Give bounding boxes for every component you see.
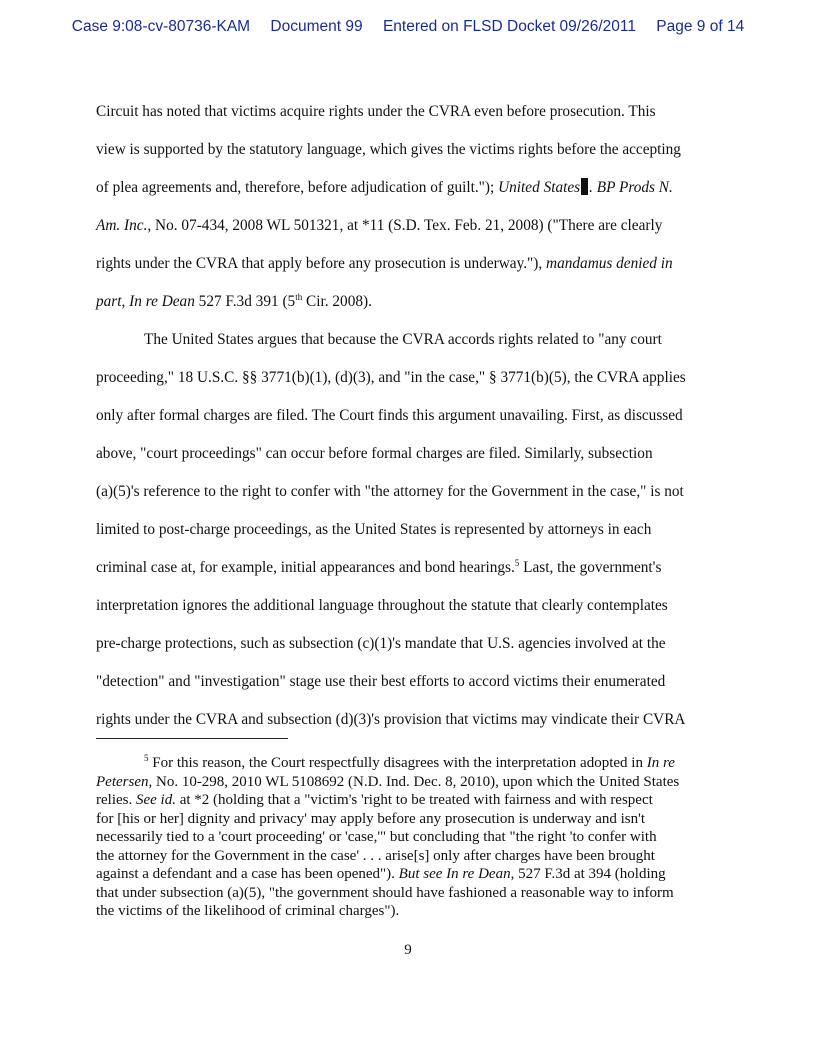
- text-line: above, "court proceedings" can occur before formal charges are filed. Similarly, subsection: [96, 445, 653, 462]
- footnote-line: the victims of the likelihood of criminal charges").: [96, 903, 400, 919]
- footnote-5: [96, 754, 720, 921]
- text-line: part, In re Dean 527 F.3d 391 (5th Cir. 2008).: [96, 292, 372, 310]
- paragraph-1: [96, 93, 718, 321]
- footnote-line: that under subsection (a)(5), "the government should have fashioned a reasonable way to inform: [96, 884, 674, 901]
- text-line: of plea agreements and, therefore, before adjudication of guilt."); United States . BP Prods N.: [96, 179, 673, 196]
- redaction-mark: [581, 178, 588, 195]
- text-line: limited to post-charge proceedings, as the United States is represented by attorneys in each: [96, 521, 652, 538]
- document-number: Document 99: [270, 18, 363, 35]
- paragraph-2: [96, 321, 718, 739]
- text-line: only after formal charges are filed. The Court finds this argument unavailing. First, as discussed: [96, 407, 683, 424]
- text-line: The United States argues that because the CVRA accords rights related to "any court: [144, 331, 662, 348]
- case-number: Case 9:08-cv-80736-KAM: [71, 18, 251, 35]
- text-line: proceeding," 18 U.S.C. §§ 3771(b)(1), (d)(3), and "in the case," § 3771(b)(5), the CVRA applies: [96, 369, 686, 386]
- text-line: pre-charge protections, such as subsection (c)(1)'s mandate that U.S. agencies involved at the: [96, 635, 666, 652]
- footnote-line: Petersen, No. 10-298, 2010 WL 5108692 (N.D. Ind. Dec. 8, 2010), upon which the United States: [96, 773, 680, 790]
- text-line: Am. Inc., No. 07-434, 2008 WL 501321, at *11 (S.D. Tex. Feb. 21, 2008) ("There are clearly: [96, 217, 663, 234]
- text-line: rights under the CVRA that apply before any prosecution is underway."), mandamus denied in: [96, 255, 673, 272]
- page-number: 9: [404, 942, 412, 958]
- footnote-line: relies. See id. at *2 (holding that a "victim's 'right to be treated with fairness and with respect: [96, 792, 653, 808]
- footnote-line: against a defendant and a case has been opened"). But see In re Dean, 527 F.3d at 394 (holding: [96, 866, 666, 882]
- page-indicator: Page 9 of 14: [656, 18, 745, 35]
- footnote-number: 5: [144, 753, 149, 763]
- text-line: (a)(5)'s reference to the right to confer with "the attorney for the Government in the case," is not: [96, 483, 684, 500]
- text-line: criminal case at, for example, initial appearances and bond hearings.$^5$ Last, the government's: [96, 558, 662, 576]
- docket-entry: Entered on FLSD Docket 09/26/2011: [382, 18, 636, 35]
- footnote-line: the attorney for the Government in the case' . . . arise[s] only after charges have been brought: [96, 847, 655, 864]
- body-text: [96, 93, 718, 739]
- footnote-divider: [96, 738, 288, 739]
- footnote-reference: 5: [514, 558, 520, 568]
- footnote-line: necessarily tied to a 'court proceeding' or 'case,'" but concluding that "the right 'to confer with: [96, 829, 657, 845]
- text-line: interpretation ignores the additional language throughout the statute that clearly contemplates: [96, 597, 668, 614]
- text-line: "detection" and "investigation" stage use their best efforts to accord victims their enumerated: [96, 673, 666, 690]
- footnote-line: for [his or her] dignity and privacy' may apply before any prosecution is underway and isn't: [96, 810, 646, 827]
- text-line: Circuit has noted that victims acquire rights under the CVRA even before prosecution. This: [96, 103, 656, 120]
- footnote-line: $^5$ For this reason, the Court respectfully disagrees with the interpretation adopted in In re: [144, 753, 675, 771]
- text-line: view is supported by the statutory language, which gives the victims rights before the accepting: [96, 141, 681, 158]
- docket-header: [0, 18, 816, 36]
- text-line: rights under the CVRA and subsection (d)(3)'s provision that victims may vindicate their CVRA: [96, 711, 686, 728]
